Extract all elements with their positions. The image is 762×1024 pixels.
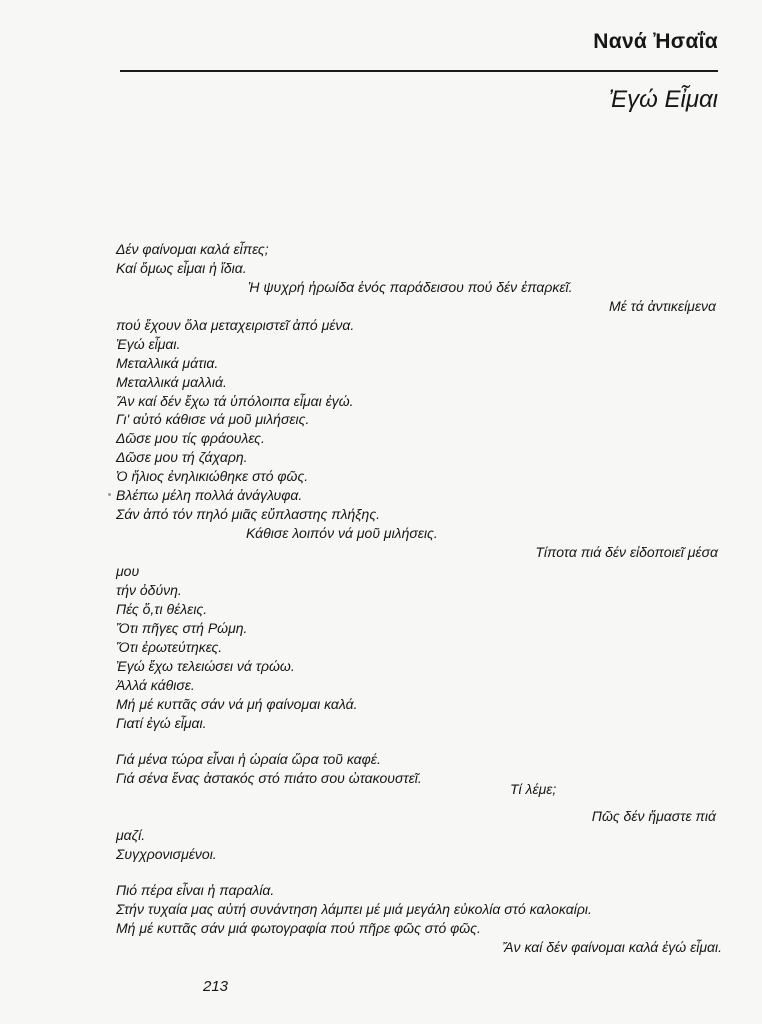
poem-line: Μή μέ κυττᾶς σάν νά μή φαίνομαι καλά. <box>116 696 358 712</box>
poem-line: Κάθισε λοιπόν νά μοῦ μιλήσεις. <box>246 525 438 541</box>
poem-line: Βλέπω μέλη πολλά ἀνάγλυφα. <box>116 487 303 503</box>
poem-line: Ἐγώ εἶμαι. <box>116 336 181 352</box>
poem-line: μαζί. <box>116 827 146 843</box>
poem-line: Ἡ ψυχρή ἡρωίδα ἑνός παράδεισου πού δέν ἐπαρκεῖ. <box>248 279 573 295</box>
poem-line: Ὅτι ἐρωτεύτηκες. <box>116 639 223 655</box>
poem-line: Τίποτα πιά δέν εἰδοποιεῖ μέσα <box>535 544 718 560</box>
poem-line: Ἐγώ ἔχω τελειώσει νά τρώω. <box>116 658 295 674</box>
poem-line: Μή μέ κυττᾶς σάν μιά φωτογραφία πού πῆρε φῶς στό φῶς. <box>116 920 481 936</box>
poem-line: Τί λέμε; <box>510 781 557 797</box>
poem-line: Πῶς δέν ἤμαστε πιά <box>591 808 716 824</box>
poem-line: Μεταλλικά μάτια. <box>116 355 219 371</box>
poem-line: Δῶσε μου τίς φράουλες. <box>116 430 265 446</box>
poem-title: Ἐγώ Εἶμαι <box>608 86 718 113</box>
poem-line: Ὁ ἥλιος ἐνηλικιώθηκε στό φῶς. <box>116 468 309 484</box>
poem-line: Μεταλλικά μαλλιά. <box>116 374 227 390</box>
poem-line: Ἀλλά κάθισε. <box>116 677 195 693</box>
poem-line: Σάν ἀπό τόν πηλό μιᾶς εὔπλαστης πλήξης. <box>116 506 381 522</box>
page-number: 213 <box>203 978 229 995</box>
poem-line: Γιά σένα ἕνας ἀστακός στό πιάτο σου ὠτακουστεῖ. <box>116 770 422 786</box>
poem-line: Ὅτι πῆγες στή Ρώμη. <box>116 620 248 636</box>
poem-line: Δέν φαίνομαι καλά εἶπες; <box>116 241 269 257</box>
poem-line: Συγχρονισμένοι. <box>116 846 217 862</box>
poem-line: Στήν τυχαία μας αὐτή συνάντηση λάμπει μέ μιά μεγάλη εὐκολία στό καλοκαίρι. <box>116 901 592 917</box>
author-name: Νανά Ἠσαΐα <box>593 30 718 53</box>
poem-line: Πές ὅ,τι θέλεις. <box>116 601 208 617</box>
poem-line: Γιά μένα τώρα εἶναι ἡ ὡραία ὥρα τοῦ καφέ. <box>116 751 381 767</box>
poem-line: Ἄν καί δέν φαίνομαι καλά ἐγώ εἶμαι. <box>502 939 722 955</box>
scan-speck <box>108 493 111 496</box>
poem-line: μου <box>116 563 140 579</box>
poem-line: πού ἔχουν ὅλα μεταχειριστεῖ ἀπό μένα. <box>116 317 355 333</box>
poem-line: Γι' αὐτό κάθισε νά μοῦ μιλήσεις. <box>116 411 310 427</box>
poem-line: Δῶσε μου τή ζάχαρη. <box>116 449 248 465</box>
poem-line: Μέ τά ἀντικείμενα <box>608 298 716 314</box>
poem-line: τήν ὀδύνη. <box>116 582 182 598</box>
poem-line: Ἄν καί δέν ἔχω τά ὑπόλοιπα εἶμαι ἐγώ. <box>116 393 354 409</box>
poem-line: Πιό πέρα εἶναι ἡ παραλία. <box>116 882 275 898</box>
poem-line: Γιατί ἐγώ εἶμαι. <box>116 715 207 731</box>
poem-line: Καί ὅμως εἶμαι ἡ ἴδια. <box>116 260 247 276</box>
